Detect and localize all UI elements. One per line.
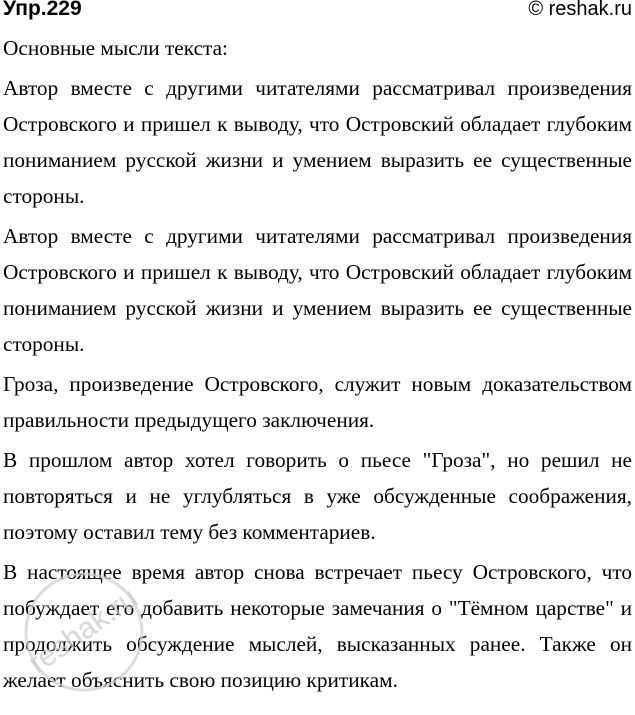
source-label: © reshak.ru: [528, 0, 632, 20]
text-heading: Основные мысли текста:: [3, 36, 228, 60]
exercise-number: Упр.229: [3, 0, 82, 20]
paragraph-1: Автор вместе с другими читателями рассматривал произведения Островского и пришел к выводу, что Островский обладает глубоким пониманием русской жизни и умением выразить ее существенные стороны.: [3, 76, 632, 208]
paragraph-2: Автор вместе с другими читателями рассматривал произведения Островского и пришел к выводу, что Островский обладает глубоким пониманием русской жизни и умением выразить ее существенные стороны.: [3, 224, 632, 356]
page-header: [3, 0, 632, 24]
paragraph-4: В прошлом автор хотел говорить о пьесе "Гроза", но решил не повторяться и не углубляться в уже обсужденные соображения, поэтому оставил тему без комментариев.: [3, 448, 632, 544]
text-body: [3, 30, 632, 702]
paragraph-3: Гроза, произведение Островского, служит новым доказательством правильности предыдущего заключения.: [3, 372, 632, 432]
paragraph-5: В настоящее время автор снова встречает пьесу Островского, что побуждает его добавить некоторые замечания о "Тёмном царстве" и продолжить обсуждение мыслей, высказанных ранее. Также он желает объяснить свою позицию критикам.: [3, 560, 632, 692]
watermark-text: reshak.ru: [22, 581, 144, 681]
